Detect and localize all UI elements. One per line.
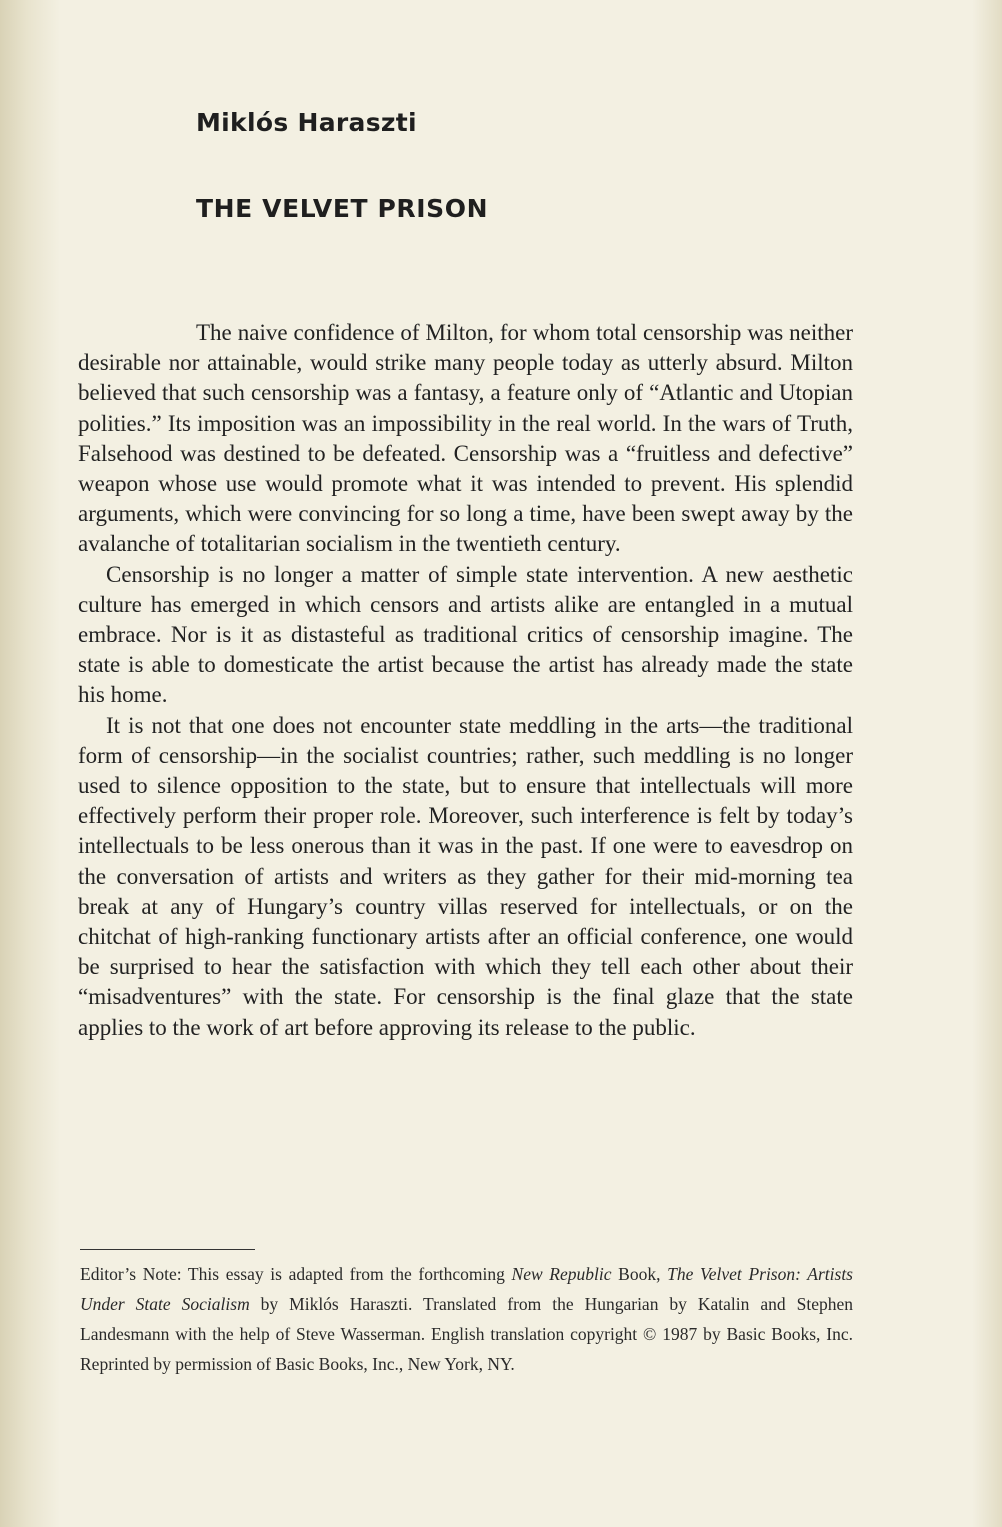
article-body bbox=[78, 318, 853, 1043]
book-title: The Velvet Prison: Artists Under State Socialism bbox=[80, 1264, 853, 1314]
editors-note-lead: Editor’s Note: This essay is adapted from the forthcoming bbox=[80, 1264, 512, 1284]
body-paragraph-2: Censorship is no longer a matter of simple state intervention. A new aesthetic culture has emerged in which censors and artists alike are entangled in a mutual embrace. Nor is it as distasteful as traditional critics of censorship imagine. The state is able to domesticate the artist because the artist has already made the state his home. bbox=[78, 561, 853, 708]
footnote-rule bbox=[80, 1249, 255, 1250]
author-name: Miklós Haraszti bbox=[196, 108, 417, 137]
publication-name: New Republic bbox=[511, 1264, 612, 1284]
article-title: THE VELVET PRISON bbox=[196, 194, 489, 223]
page-gutter-shadow bbox=[0, 0, 60, 1527]
editors-note-mid: Book, bbox=[611, 1264, 668, 1284]
editors-note-credits: by Miklós Haraszti. Translated from the Hungarian by Katalin and Stephen Landesmann with the help of Steve Wasserman. English translation copyright © 1987 by Basic Books, Inc. Reprinted by permission of Basic Books, Inc., New York, NY. bbox=[80, 1294, 853, 1374]
page-edge-shadow bbox=[972, 0, 1002, 1527]
body-paragraph-3: It is not that one does not encounter state meddling in the arts—the traditional form of censorship—in the socialist countries; rather, such meddling is no longer used to silence opposition to the state, but to ensure that intellectuals will more effectively perform their proper role. Moreover, such interference is felt by today’s intellectuals to be less onerous than it was in the past. If one were to eavesdrop on the conversation of artists and writers as they gather for their mid-morning tea break at any of Hungary’s country villas reserved for intellectuals, or on the chitchat of high-ranking functionary artists after an official conference, one would be surprised to hear the satisfaction with which they tell each other about their “misadventures” with the state. For censorship is the final glaze that the state applies to the work of art before approving its release to the public. bbox=[78, 712, 853, 1040]
body-paragraph-1: The naive confidence of Milton, for whom total censorship was neither desirable nor attainable, would strike many people today as utterly absurd. Milton believed that such censorship was a fantasy, a feature only of “Atlantic and Utopian polities.” Its imposition was an impossibility in the real world. In the wars of Truth, Falsehood was destined to be defeated. Censorship was a “fruitless and defective” weapon whose use would promote what it was intended to prevent. His splendid arguments, which were convincing for so long a time, have been swept away by the avalanche of totalitarian socialism in the twentieth century. bbox=[78, 320, 853, 557]
editors-note bbox=[80, 1259, 853, 1379]
